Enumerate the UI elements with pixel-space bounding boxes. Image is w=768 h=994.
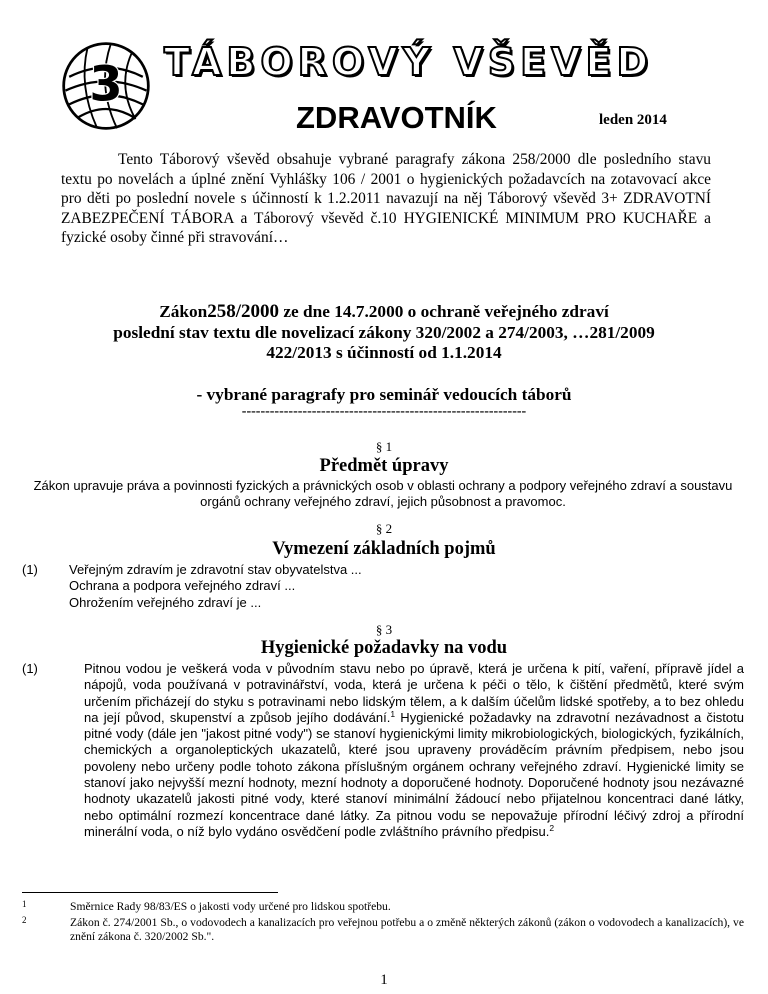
list-item [22, 562, 744, 611]
definition-line: Ochrana a podpora veřejného zdraví ... [69, 578, 296, 594]
yarn-ball-logo [60, 40, 152, 132]
logo-number: 3 [89, 57, 123, 113]
footnote-item [22, 900, 744, 914]
footnote-text: Zákon č. 274/2001 Sb., o vodovodech a kanalizacích pro veřejnou potřebu a o změně některých zákonů (zákon o vodovodech a kanalizacích), ve znění zákona č. 320/2002 Sb.". [70, 916, 744, 944]
footnote-text: Směrnice Rady 98/83/ES o jakosti vody určené pro lidskou spotřebu. [70, 900, 391, 913]
law-title [40, 302, 728, 364]
list-item [22, 661, 744, 840]
section-2-number: § 2 [375, 521, 393, 536]
footnote-mark: 2 [22, 915, 27, 926]
definition-line: Ohrožením veřejného zdraví je ... [69, 594, 262, 610]
banner-title: TÁBOROVÝ VŠEVĚD [164, 40, 653, 84]
section-3-list [22, 661, 744, 840]
section-3-paragraph: Pitnou vodou je veškerá voda v původním stavu nebo po úpravě, která je určena k pití, vaření, přípravě jídel a nápojů, voda používaná v potravinářství, voda, která je určena k péči o tělo, k čištění předmětů, které svým určením přicházejí do styku s potravinami nebo lidským tělem, a k dalším účelům lidské spotřeby, a to bez ohledu na její původ, skupenství a způsob jejího dodávání.$^1$ Hygienické požadavky na zdravotní nezávadnost a čistotu pitné vody (dále jen "jakost pitné vody") se stanoví hygienickými limity mikrobiologických, biologických, fyzikálních, chemických a organoleptických ukazatelů, které jsou upraveny prováděcím právním předpisem, nebo jsou povoleny nebo určeny podle tohoto zákona příslušným orgánem ochrany veřejného zdraví. Hygienické limity se stanoví jako nejvyšší mezní hodnoty, mezní hodnoty a doporučené hodnoty. Doporučené hodnoty jsou nezávazné hodnoty ukazatelů jakosti pitné vody, které stanoví minimální žádoucí nebo přijatelnou koncentraci dané látky, nebo optimální rozmezí koncentrace dané látky. Za pitnou vodu se nepovažuje přírodní léčivý zdroj a přírodní minerální voda, o níž bylo vydáno osvědčení podle zvláštního právního předpisu.$^2$ [84, 661, 744, 839]
footnote-divider [22, 892, 278, 893]
dashed-divider: ------------------------------------------------------------- [241, 404, 527, 419]
section-1-text: Zákon upravuje práva a povinnosti fyzických a právnických osob v oblasti ochrany a podpory veřejného zdraví a soustavu orgánů ochrany veřejného zdraví, jejich působnost a pravomoc. [33, 478, 733, 510]
section-1-number: § 1 [375, 439, 393, 454]
law-title-line3: 422/2013 s účinností od 1.1.2014 [266, 343, 502, 362]
section-1-title: Předmět úpravy [319, 456, 449, 476]
section-2-title: Vymezení základních pojmů [272, 539, 496, 559]
section-3-title: Hygienické požadavky na vodu [260, 638, 508, 658]
footnote-mark: 1 [22, 899, 27, 909]
page-number: 1 [380, 972, 388, 988]
item-number: (1) [22, 562, 38, 577]
definition-line: Veřejným zdravím je zdravotní stav obyvatelstva ... [69, 562, 362, 577]
document-header [60, 40, 710, 140]
selection-note: - vybrané paragrafy pro seminář vedoucích táborů [196, 385, 572, 404]
law-title-line1: Zákon258/2000 ze dne 14.7.2000 o ochraně veřejného zdraví [159, 301, 609, 322]
item-number: (1) [22, 661, 38, 676]
footnote-ref[interactable]: 2 [549, 822, 555, 833]
footnotes [22, 900, 744, 947]
footnote-item [22, 916, 744, 944]
intro-paragraph: Tento Táborový vševěd obsahuje vybrané paragrafy zákona 258/2000 dle posledního stavu textu po novelách a úplné znění Vyhlášky 106 / 2001 o hygienických požadavcích na zotavovací akce pro děti po poslední novele s účinností k 1.2.2011 navazují na něj Táborový vševěd 3+ ZDRAVOTNÍ ZABEZPEČENÍ TÁBORA a Táborový vševěd č.10 HYGIENICKÉ MINIMUM PRO KUCHAŘE a fyzické osoby činné při stravování… [61, 151, 711, 247]
document-subtitle: ZDRAVOTNÍK [296, 100, 497, 135]
section-2-list [22, 562, 744, 611]
issue-date: leden 2014 [599, 112, 667, 128]
section-3-number: § 3 [375, 622, 393, 637]
footnote-ref[interactable]: 1 [390, 708, 396, 719]
law-title-line2: poslední stav textu dle novelizací zákony 320/2002 a 274/2003, …281/2009 [113, 322, 655, 342]
